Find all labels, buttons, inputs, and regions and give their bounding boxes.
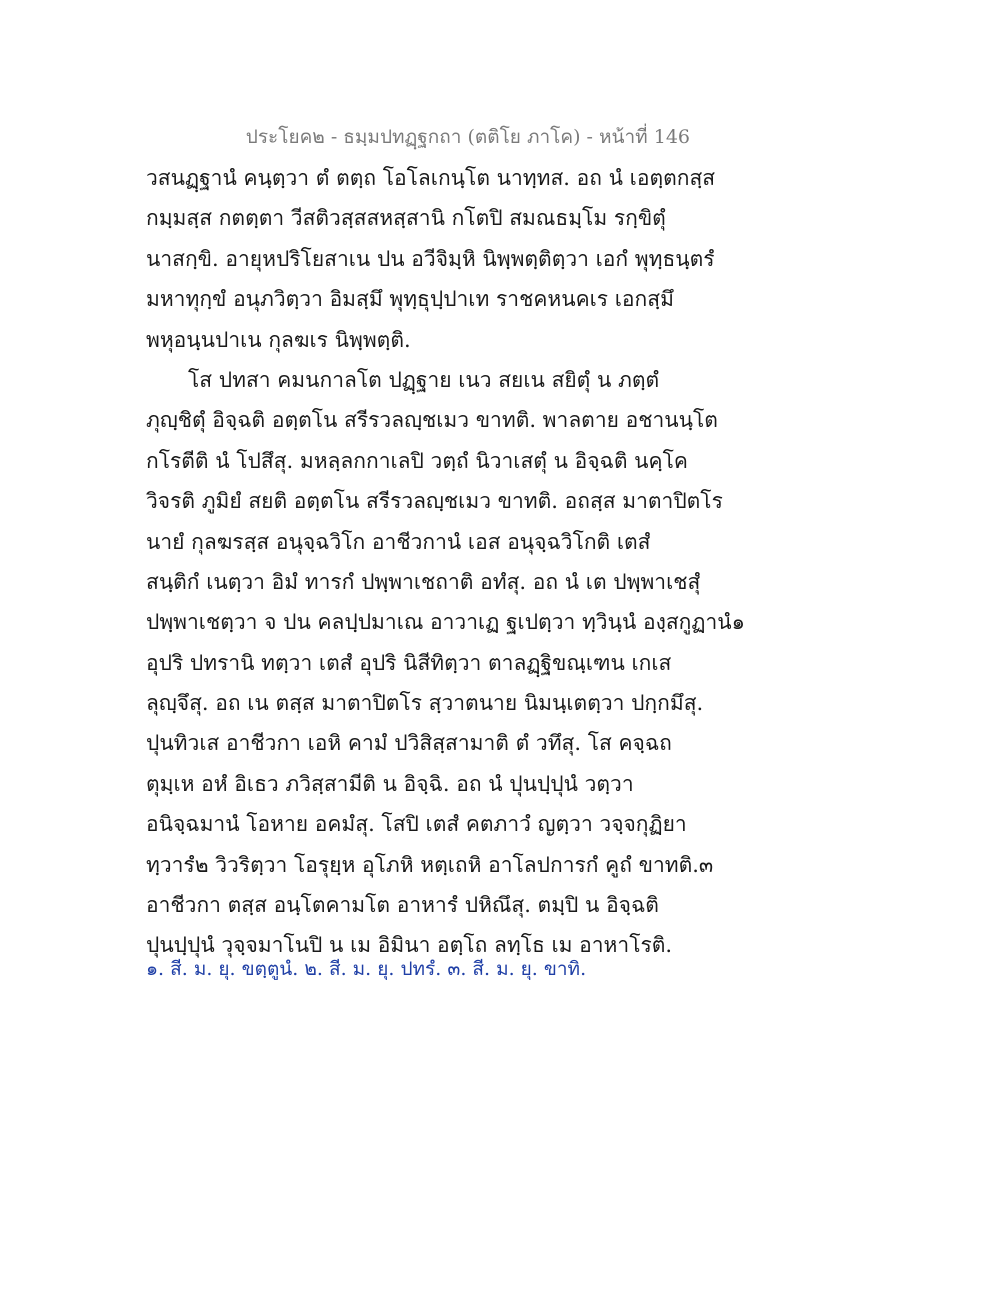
paragraph-2-line: วิจรติ ภูมิยํ สยติ อตฺตโน สรีรวลญฺชเมว ขาทติ. อถสฺส มาตาปิตโร bbox=[146, 489, 723, 514]
paragraph-2-line: ปพฺพาเชตฺวา จ ปน คลปฺปมาเณ อาวาเฏ ฐเปตฺวา ทฺวินฺนํ องฺสกูฏานํ๑ bbox=[146, 610, 745, 635]
paragraph-1-line: พหุอนฺนปาเน กุลฆเร นิพฺพตฺติ. bbox=[146, 327, 411, 352]
paragraph-2-line: อนิจฺฉมานํ โอหาย อคมํสุ. โสปิ เตสํ คตภาวํ ญตฺวา วจฺจกุฏิยา bbox=[146, 812, 687, 837]
paragraph-1-line: กมฺมสฺส กตตฺตา วีสติวสฺสสหสฺสานิ กโตปิ สมณธมฺโม รกฺขิตุํ bbox=[146, 206, 666, 231]
paragraph-2-line: นายํ กุลฆรสฺส อนุจฺฉวิโก อาชีวกานํ เอส อนุจฺฉวิโกติ เตสํ bbox=[146, 529, 651, 554]
paragraph-1-line: มหาทุกฺขํ อนุภวิตฺวา อิมสฺมึ พุทฺธุปฺปาเท ราชคหนคเร เอกสฺมึ bbox=[146, 287, 674, 312]
paragraph-1-line: วสนฏฺฐานํ คนฺตฺวา ตํ ตตฺถ โอโลเกนฺโต นาทฺทส. อถ นํ เอตฺตกสฺส bbox=[146, 166, 716, 190]
running-header: ประโยค๒ - ธมฺมปทฏฺฐกถา (ตติโย ภาโค) - หน้าที่ 146 bbox=[245, 126, 690, 148]
paragraph-2-line: ลุญฺจึสุ. อถ เน ตสฺส มาตาปิตโร สฺวาตนาย นิมนฺเตตฺวา ปกฺกมึสุ. bbox=[146, 691, 704, 716]
paragraph-2-line: อุปริ ปทรานิ ทตฺวา เตสํ อุปริ นิสีทิตฺวา ตาลฏฺฐิขณฺเฑน เกเส bbox=[146, 650, 672, 675]
paragraph-2-line: โส ปทสา คมนกาลโต ปฏฺฐาย เนว สยเน สยิตุํ น ภตฺตํ bbox=[188, 367, 660, 392]
body-text bbox=[146, 158, 745, 966]
paragraph-2-line: สนฺติกํ เนตฺวา อิมํ ทารกํ ปพฺพาเชถาติ อทํสุ. อถ นํ เต ปพฺพาเชสุํ bbox=[146, 569, 701, 594]
paragraph-1-line: นาสกฺขิ. อายุหปริโยสาเน ปน อวีจิมฺหิ นิพฺพตฺติตฺวา เอกํ พุทฺธนฺตรํ bbox=[146, 246, 715, 271]
paragraph-2-line: ตุมฺเห อหํ อิเธว ภวิสฺสามีติ น อิจฺฉิ. อถ นํ ปุนปฺปุนํ วตฺวา bbox=[146, 771, 634, 796]
paragraph-2-line: อาชีวกา ตสฺส อนฺโตคามโต อาหารํ ปหิณึสุ. ตมฺปิ น อิจฺฉติ bbox=[146, 893, 659, 918]
paragraph-2-line: ทฺวารํ๒ วิวริตฺวา โอรุยฺห อุโภหิ หตฺเถหิ อาโลปการกํ คูถํ ขาทติ.๓ bbox=[146, 852, 714, 877]
paragraph-2-line: ปุนทิวเส อาชีวกา เอหิ คามํ ปวิสิสฺสามาติ ตํ วทึสุ. โส คจฺฉถ bbox=[146, 731, 672, 756]
paragraph-2-line: ปุนปฺปุนํ วุจฺจมาโนปิ น เม อิมินา อตฺโถ ลทฺโธ เม อาหาโรติ. bbox=[146, 933, 673, 958]
footnotes: ๑. สี. ม. ยุ. ขตฺตูนํ. ๒. สี. ม. ยุ. ปทรํ. ๓. สี. ม. ยุ. ขาทิ. bbox=[146, 958, 587, 980]
paragraph-2-line: กโรตีติ นํ โปสึสุ. มหลฺลกกาเลปิ วตฺถํ นิวาเสตุํ น อิจฺฉติ นคฺโค bbox=[146, 448, 688, 473]
paragraph-2-line: ภุญฺชิตุํ อิจฺฉติ อตฺตโน สรีรวลญฺชเมว ขาทติ. พาลตาย อชานนฺโต bbox=[146, 408, 718, 433]
